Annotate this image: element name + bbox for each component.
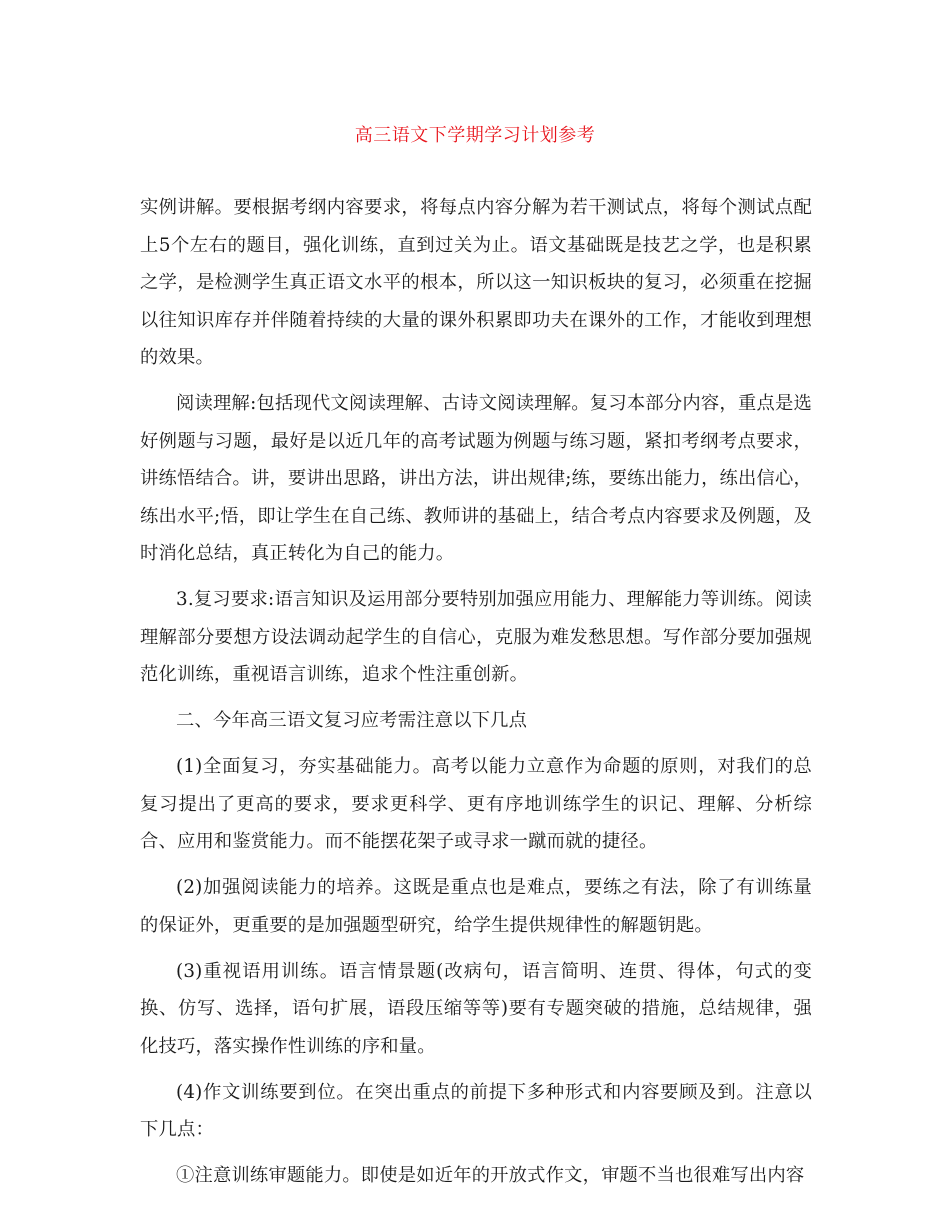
- paragraph: 3.复习要求:语言知识及运用部分要特别加强应用能力、理解能力等训练。阅读理解部分要想方设法调动起学生的自信心，克服为难发愁思想。写作部分要加强规范化训练，重视语言训练，追求个性注重创新。: [140, 589, 812, 685]
- paragraph: (4)作文训练要到位。在突出重点的前提下多种形式和内容要顾及到。注意以下几点：: [140, 1081, 812, 1140]
- section-heading: 二、今年高三语文复习应考需注意以下几点: [176, 710, 528, 731]
- paragraph: 实例讲解。要根据考纲内容要求，将每点内容分解为若干测试点，将每个测试点配上5个左右的题目，强化训练，直到过关为止。语文基础既是技艺之学，也是积累之学，是检测学生真正语文水平的根本，所以这一知识板块的复习，必须重在挖掘以往知识库存并伴随着持续的大量的课外积累即功夫在课外的工作，才能收到理想的效果。: [140, 197, 812, 368]
- paragraph: (3)重视语用训练。语言情景题(改病句，语言简明、连贯、得体，句式的变换、仿写、选择，语句扩展，语段压缩等等)要有专题突破的措施，总结规律，强化技巧，落实操作性训练的序和量。: [140, 960, 812, 1057]
- paragraph: 阅读理解:包括现代文阅读理解、古诗文阅读理解。复习本部分内容，重点是选好例题与习题，最好是以近几年的高考试题为例题与练习题，紧扣考纲考点要求，讲练悟结合。讲，要讲出思路，讲出方法，讲出规律;练，要练出能力，练出信心，练出水平;悟，即让学生在自己练、教师讲的基础上，结合考点内容要求及例题，及时消化总结，真正转化为自己的能力。: [140, 393, 812, 564]
- paragraph: (1)全面复习，夯实基础能力。高考以能力立意作为命题的原则，对我们的总复习提出了更高的要求，要求更科学、更有序地训练学生的识记、理解、分析综合、应用和鉴赏能力。而不能摆花架子或寻求一蹴而就的捷径。: [140, 756, 812, 852]
- document-body: [140, 189, 812, 1203]
- paragraph: (2)加强阅读能力的培养。这既是重点也是难点，要练之有法，除了有训练量的保证外，更重要的是加强题型研究，给学生提供规律性的解题钥匙。: [140, 877, 812, 936]
- document-title: 高三语文下学期学习计划参考: [354, 125, 596, 146]
- paragraph: ①注意训练审题能力。即使是如近年的开放式作文，审题不当也很难写出内容: [176, 1165, 805, 1186]
